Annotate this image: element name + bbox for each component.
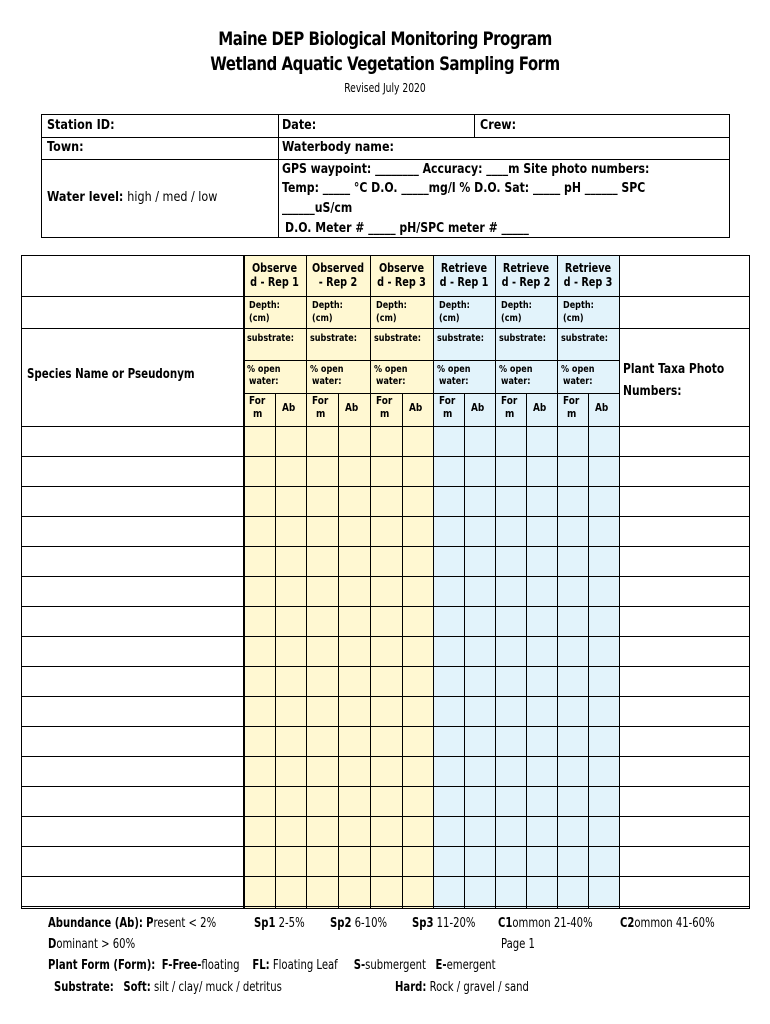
revision-date: Revised July 2020 xyxy=(344,81,426,95)
sp3-legend: Sp3 11-20% xyxy=(412,916,476,931)
abundance-label[interactable]: Ab xyxy=(471,402,485,414)
form-label[interactable]: For xyxy=(501,395,518,407)
grid-line xyxy=(433,256,434,908)
substrate-label[interactable]: substrate: xyxy=(499,333,547,344)
column-header-line1: Retrieve xyxy=(502,260,550,275)
meter-line[interactable]: D.O. Meter # _____ pH/SPC meter # _____ xyxy=(285,221,529,236)
grid-line xyxy=(526,393,527,908)
sampling-grid xyxy=(21,255,750,909)
substrate-label[interactable]: substrate: xyxy=(374,333,422,344)
species-entry-row[interactable] xyxy=(22,697,242,726)
column-header-line1: Observe xyxy=(378,260,425,275)
column-header-observed-rep3 xyxy=(370,261,433,289)
grid-line xyxy=(402,393,403,908)
column-header-line2: d - Rep 1 xyxy=(250,274,299,289)
depth-unit[interactable]: (cm) xyxy=(501,313,522,324)
species-entry-row[interactable] xyxy=(22,877,242,906)
depth-label[interactable]: Depth: xyxy=(312,300,343,311)
species-entry-row[interactable] xyxy=(22,847,242,876)
column-header-observed-rep2 xyxy=(306,261,370,289)
water-level-field[interactable] xyxy=(47,190,217,205)
substrate-legend: Substrate: Soft: silt / clay/ muck / detritus xyxy=(54,980,282,995)
open-water-label-2[interactable]: water: xyxy=(439,376,469,387)
abundance-legend: Abundance (Ab): Present < 2% xyxy=(48,916,217,931)
substrate-label[interactable]: substrate: xyxy=(561,333,609,344)
depth-label[interactable]: Depth: xyxy=(563,300,594,311)
abundance-label[interactable]: Ab xyxy=(345,402,359,414)
species-entry-row[interactable] xyxy=(22,727,242,756)
column-header-line1: Retrieve xyxy=(440,260,488,275)
spc-line[interactable]: ______uS/cm xyxy=(282,201,353,216)
open-water-label[interactable]: % open xyxy=(499,364,533,375)
form-label[interactable]: For xyxy=(376,395,393,407)
depth-unit[interactable]: (cm) xyxy=(249,313,270,324)
species-entry-row[interactable] xyxy=(22,547,242,576)
species-entry-row[interactable] xyxy=(22,817,242,846)
column-header-retrieved-rep1 xyxy=(433,261,495,289)
grid-line xyxy=(243,256,245,908)
depth-unit[interactable]: (cm) xyxy=(376,313,397,324)
column-header-line2: d - Rep 3 xyxy=(377,274,426,289)
open-water-label[interactable]: % open xyxy=(374,364,408,375)
c2-legend: C2ommon 41-60% xyxy=(620,916,715,931)
depth-unit[interactable]: (cm) xyxy=(563,313,584,324)
station-id-label[interactable]: Station ID: xyxy=(47,118,115,133)
sp2-legend: Sp2 6-10% xyxy=(330,916,388,931)
depth-label[interactable]: Depth: xyxy=(501,300,532,311)
depth-unit[interactable]: (cm) xyxy=(439,313,460,324)
species-entry-row[interactable] xyxy=(22,487,242,516)
column-header-line2: d - Rep 1 xyxy=(439,274,489,289)
open-water-label-2[interactable]: water: xyxy=(563,376,593,387)
form-label-2[interactable]: m xyxy=(380,408,390,420)
dominant-legend: Dominant > 60% xyxy=(48,937,136,952)
species-entry-row[interactable] xyxy=(22,667,242,696)
species-entry-row[interactable] xyxy=(22,607,242,636)
species-entry-row[interactable] xyxy=(22,757,242,786)
open-water-label-2[interactable]: water: xyxy=(312,376,342,387)
species-entry-row[interactable] xyxy=(22,517,242,546)
species-entry-row[interactable] xyxy=(22,457,242,486)
crew-label[interactable]: Crew: xyxy=(480,118,517,133)
gps-line[interactable]: GPS waypoint: ________ Accuracy: ____m Site photo numbers: xyxy=(282,162,650,177)
column-header-line2: d - Rep 2 xyxy=(501,274,551,289)
photo-numbers-header: Plant Taxa Photo Numbers: xyxy=(623,361,725,399)
plant-form-legend: Plant Form (Form): F-Free-floating FL: Floating Leaf S-submergent E-emergent xyxy=(48,958,496,973)
grid-line xyxy=(22,906,749,907)
grid-line xyxy=(275,393,276,908)
depth-label[interactable]: Depth: xyxy=(376,300,407,311)
grid-line xyxy=(306,256,307,908)
column-header-observed-rep1 xyxy=(243,261,306,289)
depth-label[interactable]: Depth: xyxy=(439,300,470,311)
column-header-line1: Observe xyxy=(251,260,298,275)
water-level-options: high / med / low xyxy=(127,190,218,205)
column-header-retrieved-rep2 xyxy=(495,261,557,289)
grid-line xyxy=(557,256,558,908)
depth-label[interactable]: Depth: xyxy=(249,300,280,311)
water-level-label: Water level: xyxy=(47,190,124,205)
town-label[interactable]: Town: xyxy=(47,140,84,155)
waterbody-label[interactable]: Waterbody name: xyxy=(282,140,395,155)
c1-legend: C1ommon 21-40% xyxy=(498,916,593,931)
species-entry-row[interactable] xyxy=(22,577,242,606)
open-water-label-2[interactable]: water: xyxy=(249,376,279,387)
column-header-line1: Observed xyxy=(311,260,365,275)
grid-line xyxy=(22,296,749,297)
form-label[interactable]: For xyxy=(563,395,580,407)
species-entry-row[interactable] xyxy=(22,787,242,816)
grid-line xyxy=(243,360,619,361)
grid-line xyxy=(243,393,619,394)
form-title: Maine DEP Biological Monitoring Program xyxy=(218,28,552,50)
species-header: Species Name or Pseudonym xyxy=(27,367,195,382)
temp-line[interactable]: Temp: _____ °C D.O. _____mg/l % D.O. Sat: _____ pH ______ SPC xyxy=(282,181,646,196)
grid-line xyxy=(464,393,465,908)
open-water-label[interactable]: % open xyxy=(247,364,281,375)
column-header-line1: Retrieve xyxy=(564,260,612,275)
open-water-label[interactable]: % open xyxy=(310,364,344,375)
column-header-retrieved-rep3 xyxy=(557,261,619,289)
abundance-label[interactable]: Ab xyxy=(409,402,423,414)
form-label-2[interactable]: m xyxy=(567,408,577,420)
abundance-label[interactable]: Ab xyxy=(282,402,296,414)
abundance-label[interactable]: Ab xyxy=(533,402,547,414)
page-number: Page 1 xyxy=(501,937,535,952)
depth-unit[interactable]: (cm) xyxy=(312,313,333,324)
grid-line xyxy=(495,256,496,908)
grid-line xyxy=(619,256,620,908)
site-info-table xyxy=(41,114,730,238)
grid-line xyxy=(243,328,619,329)
column-header-line2: - Rep 2 xyxy=(318,274,358,289)
open-water-label-2[interactable]: water: xyxy=(376,376,406,387)
form-label-2[interactable]: m xyxy=(253,408,263,420)
grid-line xyxy=(588,393,589,908)
form-subtitle: Wetland Aquatic Vegetation Sampling Form xyxy=(210,53,560,75)
date-label[interactable]: Date: xyxy=(282,118,317,133)
species-entry-row[interactable] xyxy=(22,637,242,666)
grid-line xyxy=(338,393,339,908)
column-header-line2: d - Rep 3 xyxy=(563,274,613,289)
form-label-2[interactable]: m xyxy=(443,408,453,420)
substrate-label[interactable]: substrate: xyxy=(437,333,485,344)
form-label-2[interactable]: m xyxy=(316,408,326,420)
substrate-label[interactable]: substrate: xyxy=(247,333,295,344)
open-water-label[interactable]: % open xyxy=(561,364,595,375)
form-label[interactable]: For xyxy=(312,395,329,407)
hard-substrate-legend: Hard: Rock / gravel / sand xyxy=(395,980,529,995)
grid-line xyxy=(22,328,243,329)
open-water-label[interactable]: % open xyxy=(437,364,471,375)
grid-line xyxy=(619,328,749,329)
form-label[interactable]: For xyxy=(439,395,456,407)
abundance-label[interactable]: Ab xyxy=(595,402,609,414)
grid-line xyxy=(370,256,371,908)
form-label-2[interactable]: m xyxy=(505,408,515,420)
open-water-label-2[interactable]: water: xyxy=(501,376,531,387)
sp1-legend: Sp1 2-5% xyxy=(254,916,305,931)
species-entry-row[interactable] xyxy=(22,427,242,456)
substrate-label[interactable]: substrate: xyxy=(310,333,358,344)
form-label[interactable]: For xyxy=(249,395,266,407)
